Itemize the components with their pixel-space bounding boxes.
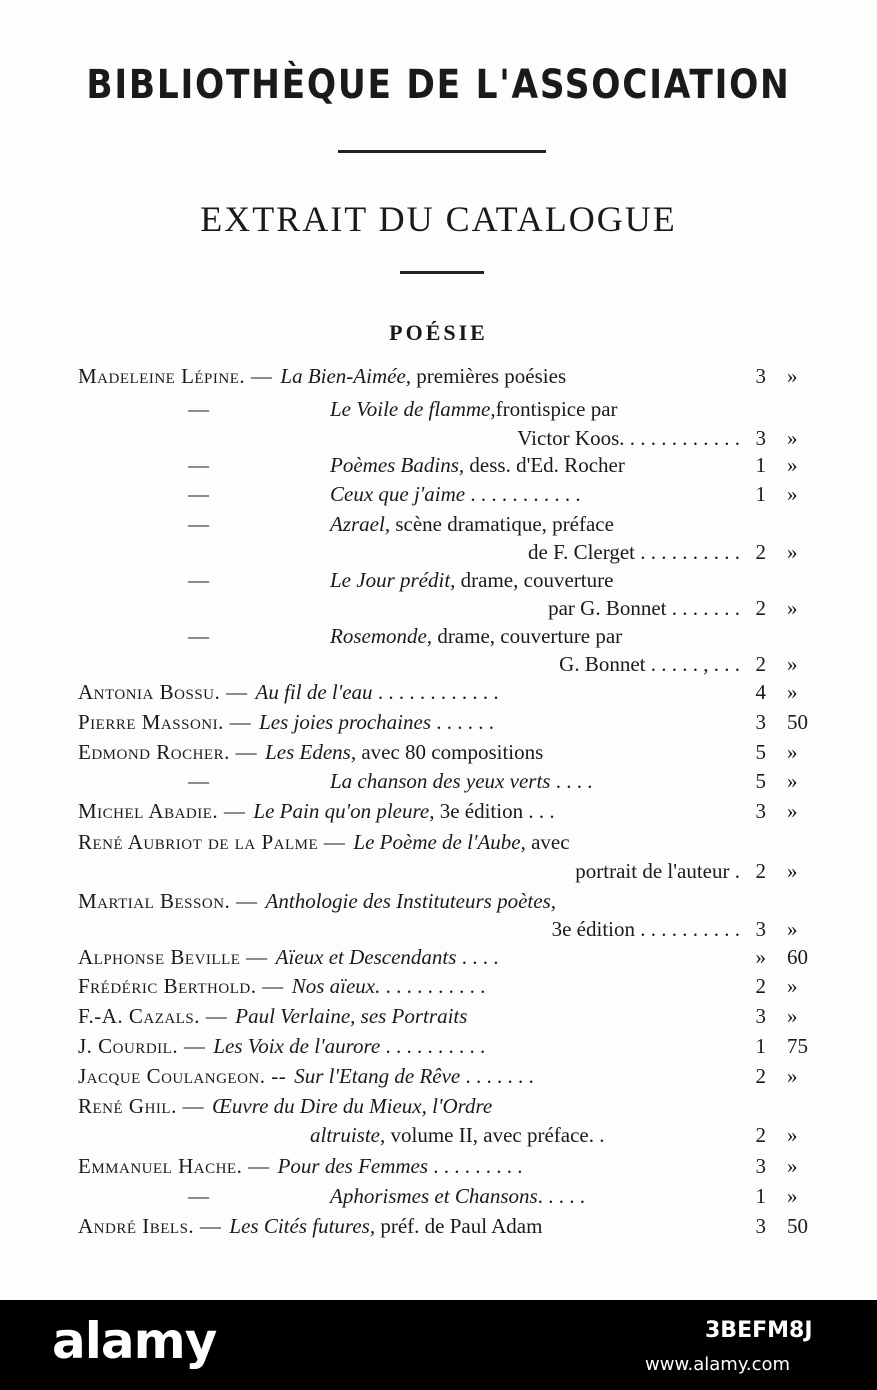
entry-price-cents: » [787, 426, 798, 450]
entry-title: Les Cités futures, [229, 1214, 376, 1238]
entry-title-run [330, 767, 592, 795]
catalogue-entry [0, 767, 877, 795]
catalogue-entry [0, 678, 877, 706]
catalogue-entry [0, 1152, 877, 1180]
entry-price-cents: » [787, 1154, 798, 1178]
catalogue-entry [0, 738, 877, 766]
entry-title-run [548, 594, 740, 622]
catalogue-entry [0, 887, 877, 915]
entry-price-francs: 1 [755, 453, 766, 477]
entry-author: J. Courdil. — [78, 1034, 206, 1058]
catalogue-entry [0, 395, 877, 423]
entry-title-run [330, 566, 613, 594]
entry-title-run [256, 678, 499, 706]
entry-details: . . . . . . [431, 710, 494, 734]
catalogue-entry [0, 566, 877, 594]
entry-title-run [276, 943, 499, 971]
entry-title-run [259, 708, 494, 736]
entry-title: Sur l'Etang de Rêve [294, 1064, 461, 1088]
entry-details: . . . . . . . . . . [380, 974, 486, 998]
catalogue-entry [0, 1092, 877, 1120]
entry-price-cents: » [787, 740, 798, 764]
entry-title: Les Voix de l'aurore [213, 1034, 381, 1058]
entry-price-cents: » [787, 364, 798, 388]
entry-details: avec 80 compositions [356, 740, 544, 764]
entry-price-cents: » [787, 596, 798, 620]
entry-price-cents: » [787, 769, 798, 793]
entry-title-run [330, 1182, 585, 1210]
entry-title: Le Jour prédit, [330, 568, 456, 592]
ditto-dash: — [188, 769, 209, 793]
catalogue-entry [0, 1121, 877, 1149]
entry-price-francs: 1 [755, 1184, 766, 1208]
entry-details: . . . . . . . . . . . . [372, 680, 499, 704]
catalogue-entry [0, 650, 877, 678]
entry-price-francs: 3 [755, 917, 766, 941]
entry-details: . . . . . . . . . . . [465, 482, 581, 506]
entry-title-run [280, 362, 566, 390]
subtitle-divider [400, 271, 484, 274]
catalogue-entry [0, 857, 877, 885]
library-title: BIBLIOTHÈQUE DE L'ASSOCIATION [86, 62, 791, 108]
entry-price-cents: » [787, 453, 798, 477]
section-heading: POÉSIE [389, 320, 488, 345]
entry-details: volume II, avec préface. . [385, 1123, 605, 1147]
entry-price-cents: 50 [787, 1214, 808, 1238]
entry-author: Jacque Coulangeon. -- [78, 1064, 287, 1088]
entry-title-run [353, 828, 569, 856]
entry-title: Le Poème de l'Aube, [353, 830, 526, 854]
entry-title: Azrael, [330, 512, 391, 536]
entry-price-francs: 2 [755, 1064, 766, 1088]
entry-details: Victor Koos. . . . . . . . . . . . [517, 426, 740, 450]
entry-title-run [310, 1121, 604, 1149]
entry-title-run [330, 395, 618, 423]
entry-title-run [292, 972, 486, 1000]
entry-title-run [213, 1032, 485, 1060]
entry-price-cents: » [787, 1004, 798, 1028]
entry-author: André Ibels. — [78, 1214, 222, 1238]
entry-details: . . . . . . . . . . [380, 1034, 486, 1058]
entry-title-run [330, 510, 614, 538]
entry-author: René Ghil. — [78, 1094, 205, 1118]
entry-title-run [528, 538, 740, 566]
ditto-dash: — [188, 624, 209, 648]
entry-title: Au fil de l'eau [255, 680, 373, 704]
ditto-dash: — [188, 568, 209, 592]
entry-title: Anthologie des Instituteurs poètes, [265, 889, 556, 913]
entry-details: dess. d'Ed. Rocher [464, 453, 625, 477]
ditto-dash: — [188, 512, 209, 536]
entry-price-cents: » [787, 917, 798, 941]
catalogue-entry [0, 1182, 877, 1210]
alamy-logo: alamy [52, 1312, 217, 1370]
watermark-url: www.alamy.com [645, 1354, 791, 1375]
entry-title: Ceux que j'aime [330, 482, 466, 506]
entry-title: Nos aïeux. [291, 974, 381, 998]
entry-title-run [212, 1092, 492, 1120]
entry-price-francs: 2 [755, 596, 766, 620]
entry-price-francs: 3 [755, 710, 766, 734]
entry-title: Le Pain qu'on pleure, [253, 799, 435, 823]
entry-author: Antonia Bossu. — [78, 680, 248, 704]
entry-details: . . . . . . . [460, 1064, 534, 1088]
entry-details: . . . . . . . . . [428, 1154, 523, 1178]
entry-title: La chanson des yeux verts [330, 769, 551, 793]
catalogue-entry [0, 510, 877, 538]
entry-price-francs: 3 [755, 799, 766, 823]
entry-price-francs: 2 [755, 652, 766, 676]
entry-price-francs: 2 [755, 859, 766, 883]
ditto-dash: — [188, 1184, 209, 1208]
entry-price-cents: » [787, 680, 798, 704]
catalogue-entry [0, 915, 877, 943]
catalogue-entry [0, 480, 877, 508]
entry-details: G. Bonnet . . . . . , . . . [559, 652, 740, 676]
entry-details: 3e édition . . . [434, 799, 555, 823]
entry-price-francs: » [755, 945, 766, 969]
entry-details: par G. Bonnet . . . . . . . [548, 596, 740, 620]
entry-price-cents: » [787, 859, 798, 883]
entry-details: scène dramatique, préface [390, 512, 614, 536]
entry-price-francs: 2 [755, 974, 766, 998]
catalogue-entry [0, 1032, 877, 1060]
image-id: 3BEFM8J [705, 1318, 813, 1343]
catalogue-entry [0, 362, 877, 390]
catalogue-entry [0, 451, 877, 479]
entry-title: Œuvre du Dire du Mieux, l'Ordre [212, 1094, 493, 1118]
catalogue-entry [0, 708, 877, 736]
entry-title: La Bien-Aimée, [280, 364, 412, 388]
entry-title-run [330, 451, 625, 479]
entry-title: Pour des Femmes [277, 1154, 429, 1178]
entry-title: Poèmes Badins, [330, 453, 465, 477]
entry-title-run [253, 797, 554, 825]
entry-price-francs: 5 [755, 769, 766, 793]
title-divider [338, 150, 546, 153]
entry-title: Aphorismes et Chansons [330, 1184, 538, 1208]
entry-price-cents: » [787, 799, 798, 823]
entry-author: Madeleine Lépine. — [78, 364, 273, 388]
entry-title: altruiste, [310, 1123, 386, 1147]
entry-price-francs: 2 [755, 1123, 766, 1147]
catalogue-entry [0, 538, 877, 566]
entry-author: Pierre Massoni. — [78, 710, 252, 734]
entry-price-francs: 1 [755, 482, 766, 506]
entry-title-run [575, 857, 740, 885]
entry-details: portrait de l'auteur . [575, 859, 740, 883]
entry-author: Michel Abadie. — [78, 799, 246, 823]
entry-price-cents: » [787, 540, 798, 564]
catalogue-entry [0, 1062, 877, 1090]
entry-price-francs: 2 [755, 540, 766, 564]
entry-title: Aïeux et Descendants [275, 945, 457, 969]
entry-details: drame, couverture [455, 568, 614, 592]
entry-price-cents: » [787, 974, 798, 998]
entry-author: Martial Besson. — [78, 889, 258, 913]
entry-author: Emmanuel Hache. — [78, 1154, 270, 1178]
entry-details: préf. de Paul Adam [375, 1214, 543, 1238]
entry-details: drame, couverture par [432, 624, 623, 648]
ditto-dash: — [188, 397, 209, 421]
entry-details: . . . . . [537, 1184, 585, 1208]
catalogue-entry [0, 972, 877, 1000]
entry-title-run [552, 915, 740, 943]
entry-details: 3e édition . . . . . . . . . . [551, 917, 740, 941]
entry-price-cents: » [787, 1123, 798, 1147]
ditto-dash: — [188, 453, 209, 477]
entry-title-run [266, 887, 556, 915]
entry-title: Paul Verlaine, ses Portraits [235, 1004, 468, 1028]
entry-author: Edmond Rocher. — [78, 740, 258, 764]
ditto-dash: — [188, 482, 209, 506]
entry-price-francs: 3 [755, 1214, 766, 1238]
entry-price-francs: 3 [755, 1004, 766, 1028]
entry-author: Frédéric Berthold. — [78, 974, 284, 998]
entry-title-run [330, 622, 622, 650]
entry-title-run [559, 650, 740, 678]
entry-price-cents: 60 [787, 945, 808, 969]
entry-price-francs: 3 [755, 364, 766, 388]
entry-details: . . . . [456, 945, 499, 969]
entry-price-cents: » [787, 652, 798, 676]
entry-title: Rosemonde, [330, 624, 433, 648]
catalogue-entry [0, 943, 877, 971]
entry-details: frontispice par [495, 397, 618, 421]
catalogue-entry [0, 424, 877, 452]
catalogue-subtitle: EXTRAIT DU CATALOGUE [200, 199, 677, 239]
entry-author: F.-A. Cazals. — [78, 1004, 228, 1028]
entry-details: avec [525, 830, 570, 854]
entry-title: Les Edens, [265, 740, 357, 764]
entry-price-cents: 50 [787, 710, 808, 734]
catalogue-entry [0, 828, 877, 856]
entry-price-francs: 4 [755, 680, 766, 704]
entry-price-francs: 1 [755, 1034, 766, 1058]
catalogue-entry [0, 797, 877, 825]
entry-title-run [294, 1062, 534, 1090]
entry-title-run [278, 1152, 523, 1180]
entry-price-francs: 5 [755, 740, 766, 764]
entry-price-francs: 3 [755, 426, 766, 450]
entry-price-francs: 3 [755, 1154, 766, 1178]
entry-details: . . . . [550, 769, 593, 793]
entry-title-run [229, 1212, 542, 1240]
entry-price-cents: » [787, 1064, 798, 1088]
entry-author: Alphonse Beville — [78, 945, 268, 969]
entry-title-run [517, 424, 740, 452]
catalogue-entry [0, 1212, 877, 1240]
entry-price-cents: » [787, 482, 798, 506]
entry-title: Le Voile de flamme, [330, 397, 496, 421]
entry-title-run [265, 738, 543, 766]
entry-details: premières poésies [411, 364, 567, 388]
catalogue-entry [0, 594, 877, 622]
catalogue-entry [0, 1002, 877, 1030]
entry-price-cents: » [787, 1184, 798, 1208]
entry-title-run [235, 1002, 467, 1030]
entry-author: René Aubriot de la Palme — [78, 830, 346, 854]
entry-details: de F. Clerget . . . . . . . . . . [528, 540, 740, 564]
entry-title-run [330, 480, 581, 508]
catalogue-entry [0, 622, 877, 650]
entry-title: Les joies prochaines [259, 710, 431, 734]
entry-price-cents: 75 [787, 1034, 808, 1058]
